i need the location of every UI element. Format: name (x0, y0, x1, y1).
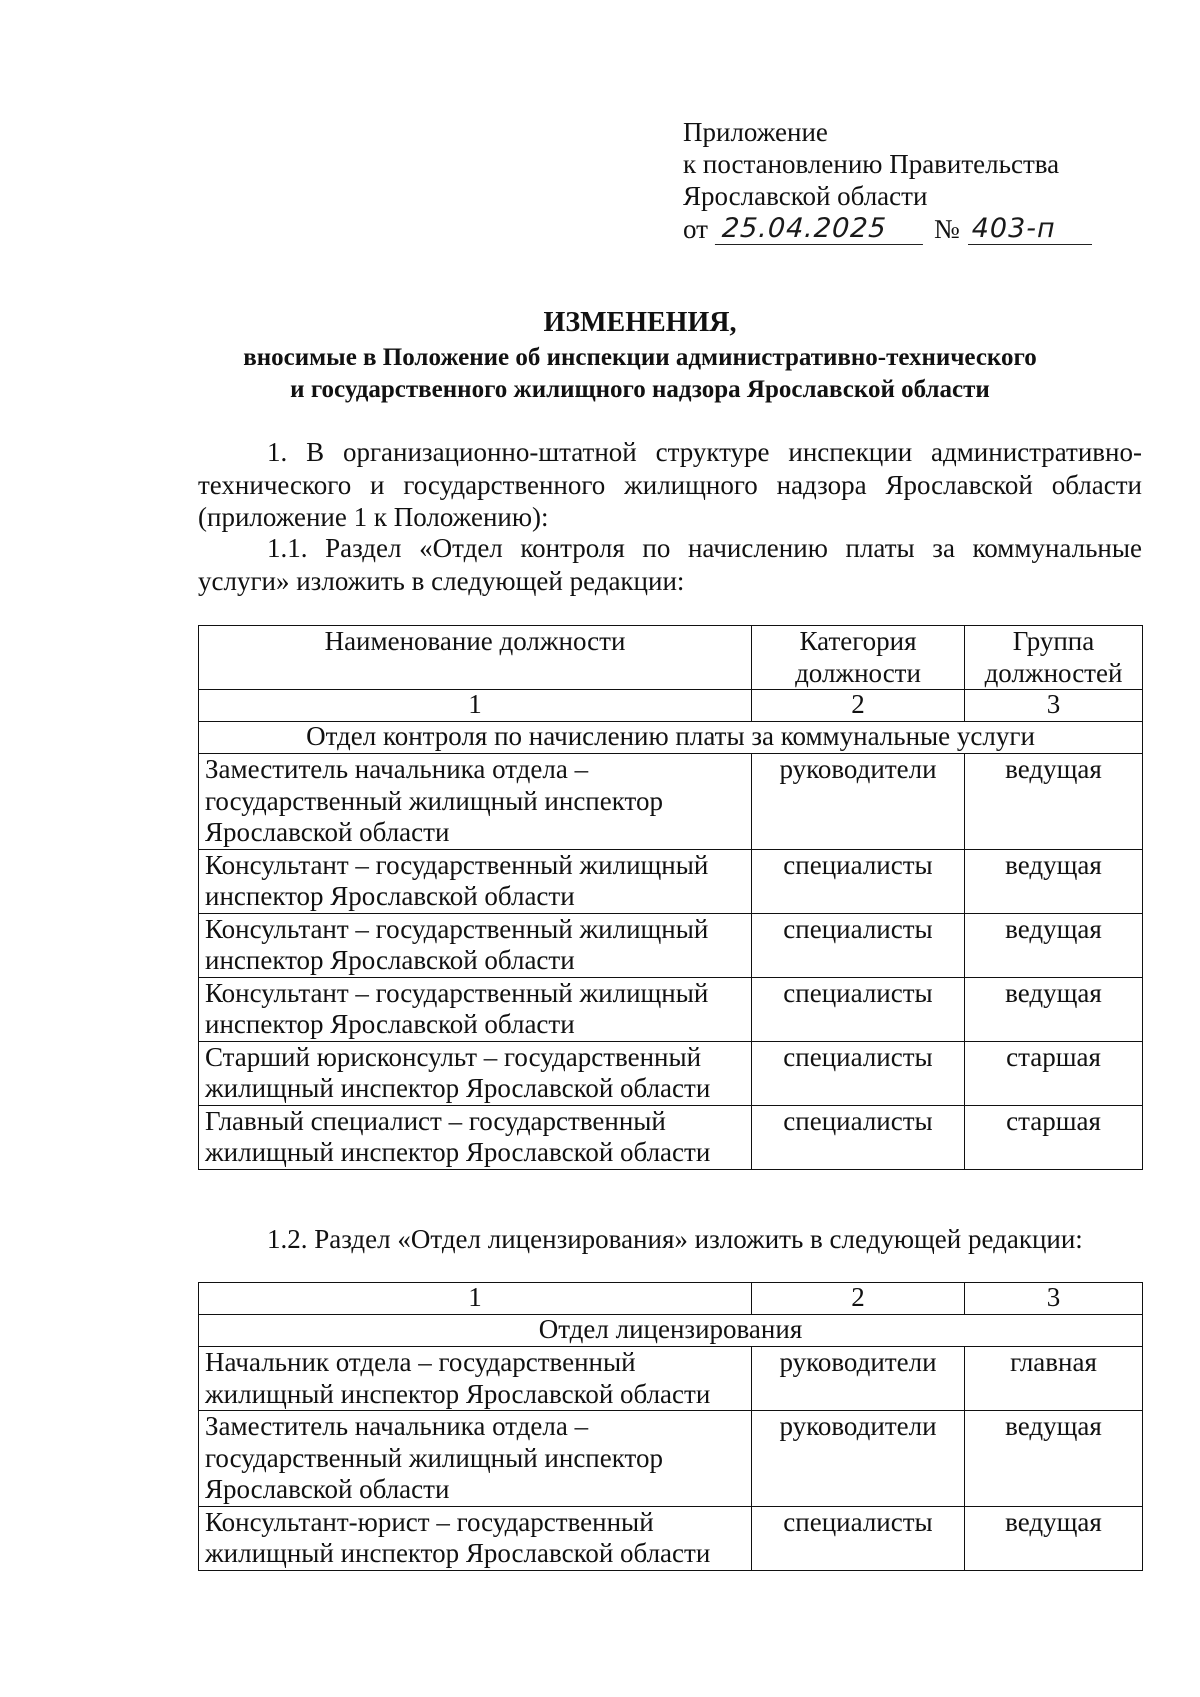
group-cell: ведущая (965, 754, 1143, 850)
handwritten-date: 25.04.2025 (715, 214, 925, 245)
category-cell: специалисты (752, 1041, 965, 1105)
table-header-row (199, 626, 1143, 690)
table-row (199, 1041, 1143, 1105)
paragraph-1-2: 1.2. Раздел «Отдел лицензирования» изложить в следующей редакции: (267, 1224, 1083, 1254)
column-number: 1 (199, 690, 752, 722)
group-cell: ведущая (965, 913, 1143, 977)
table-row (199, 849, 1143, 913)
category-cell: специалисты (752, 913, 965, 977)
column-number: 2 (752, 690, 965, 722)
column-number: 3 (965, 1283, 1143, 1315)
column-number: 2 (752, 1283, 965, 1315)
paragraph-1-1: 1.1. Раздел «Отдел контроля по начислению платы за коммунальные услуги» изложить в следующей редакции: (198, 533, 1142, 596)
position-cell: Заместитель начальника отдела – государственный жилищный инспектор Ярославской области (199, 1411, 752, 1507)
section-title: Отдел лицензирования (199, 1315, 1143, 1347)
appendix-line-3: Ярославской области (683, 181, 928, 211)
table-row (199, 1506, 1143, 1570)
table-row (199, 1411, 1143, 1507)
appendix-block (683, 116, 1092, 245)
position-cell: Консультант – государственный жилищный инспектор Ярославской области (199, 849, 752, 913)
group-cell: старшая (965, 1041, 1143, 1105)
appendix-date-number-line (683, 213, 1092, 245)
positions-table-licensing (198, 1282, 1143, 1571)
section-title: Отдел контроля по начислению платы за коммунальные услуги (199, 722, 1143, 754)
position-cell: Главный специалист – государственный жилищный инспектор Ярославской области (199, 1105, 752, 1169)
position-cell: Консультант-юрист – государственный жилищный инспектор Ярославской области (199, 1506, 752, 1570)
handwritten-number: 403-п (968, 214, 1092, 245)
header-category: Категория должности (752, 626, 965, 690)
group-cell: главная (965, 1347, 1143, 1411)
number-sign: № (933, 214, 960, 244)
group-cell: ведущая (965, 849, 1143, 913)
category-cell: специалисты (752, 849, 965, 913)
header-group: Группа должностей (965, 626, 1143, 690)
from-label: от (683, 214, 708, 244)
table-row (199, 1347, 1143, 1411)
column-number-row (199, 1283, 1143, 1315)
section-row (199, 1315, 1143, 1347)
document-subtitle-line-2: и государственного жилищного надзора Ярославской области (290, 376, 990, 403)
category-cell: специалисты (752, 1105, 965, 1169)
paragraph-1: 1. В организационно-штатной структуре инспекции административно-технического и государственного жилищного надзора Ярославской области (приложение 1 к Положению): (198, 437, 1142, 532)
position-cell: Консультант – государственный жилищный инспектор Ярославской области (199, 977, 752, 1041)
position-cell: Заместитель начальника отдела – государственный жилищный инспектор Ярославской области (199, 754, 752, 850)
document-subtitle-line-1: вносимые в Положение об инспекции административно-технического (243, 344, 1037, 371)
appendix-line-1: Приложение (683, 117, 828, 147)
document-title: ИЗМЕНЕНИЯ, (543, 307, 737, 338)
section-row (199, 722, 1143, 754)
category-cell: руководители (752, 1411, 965, 1507)
position-cell: Начальник отдела – государственный жилищный инспектор Ярославской области (199, 1347, 752, 1411)
table-row (199, 1105, 1143, 1169)
header-position-name: Наименование должности (199, 626, 752, 690)
column-number-row (199, 690, 1143, 722)
table-row (199, 977, 1143, 1041)
column-number: 1 (199, 1283, 752, 1315)
group-cell: ведущая (965, 977, 1143, 1041)
column-number: 3 (965, 690, 1143, 722)
group-cell: ведущая (965, 1506, 1143, 1570)
position-cell: Старший юрисконсульт – государственный жилищный инспектор Ярославской области (199, 1041, 752, 1105)
category-cell: специалисты (752, 977, 965, 1041)
position-cell: Консультант – государственный жилищный инспектор Ярославской области (199, 913, 752, 977)
table-row (199, 754, 1143, 850)
category-cell: руководители (752, 1347, 965, 1411)
group-cell: ведущая (965, 1411, 1143, 1507)
category-cell: специалисты (752, 1506, 965, 1570)
positions-table-utilities (198, 625, 1143, 1170)
appendix-line-2: к постановлению Правительства (683, 149, 1060, 179)
category-cell: руководители (752, 754, 965, 850)
group-cell: старшая (965, 1105, 1143, 1169)
table-row (199, 913, 1143, 977)
